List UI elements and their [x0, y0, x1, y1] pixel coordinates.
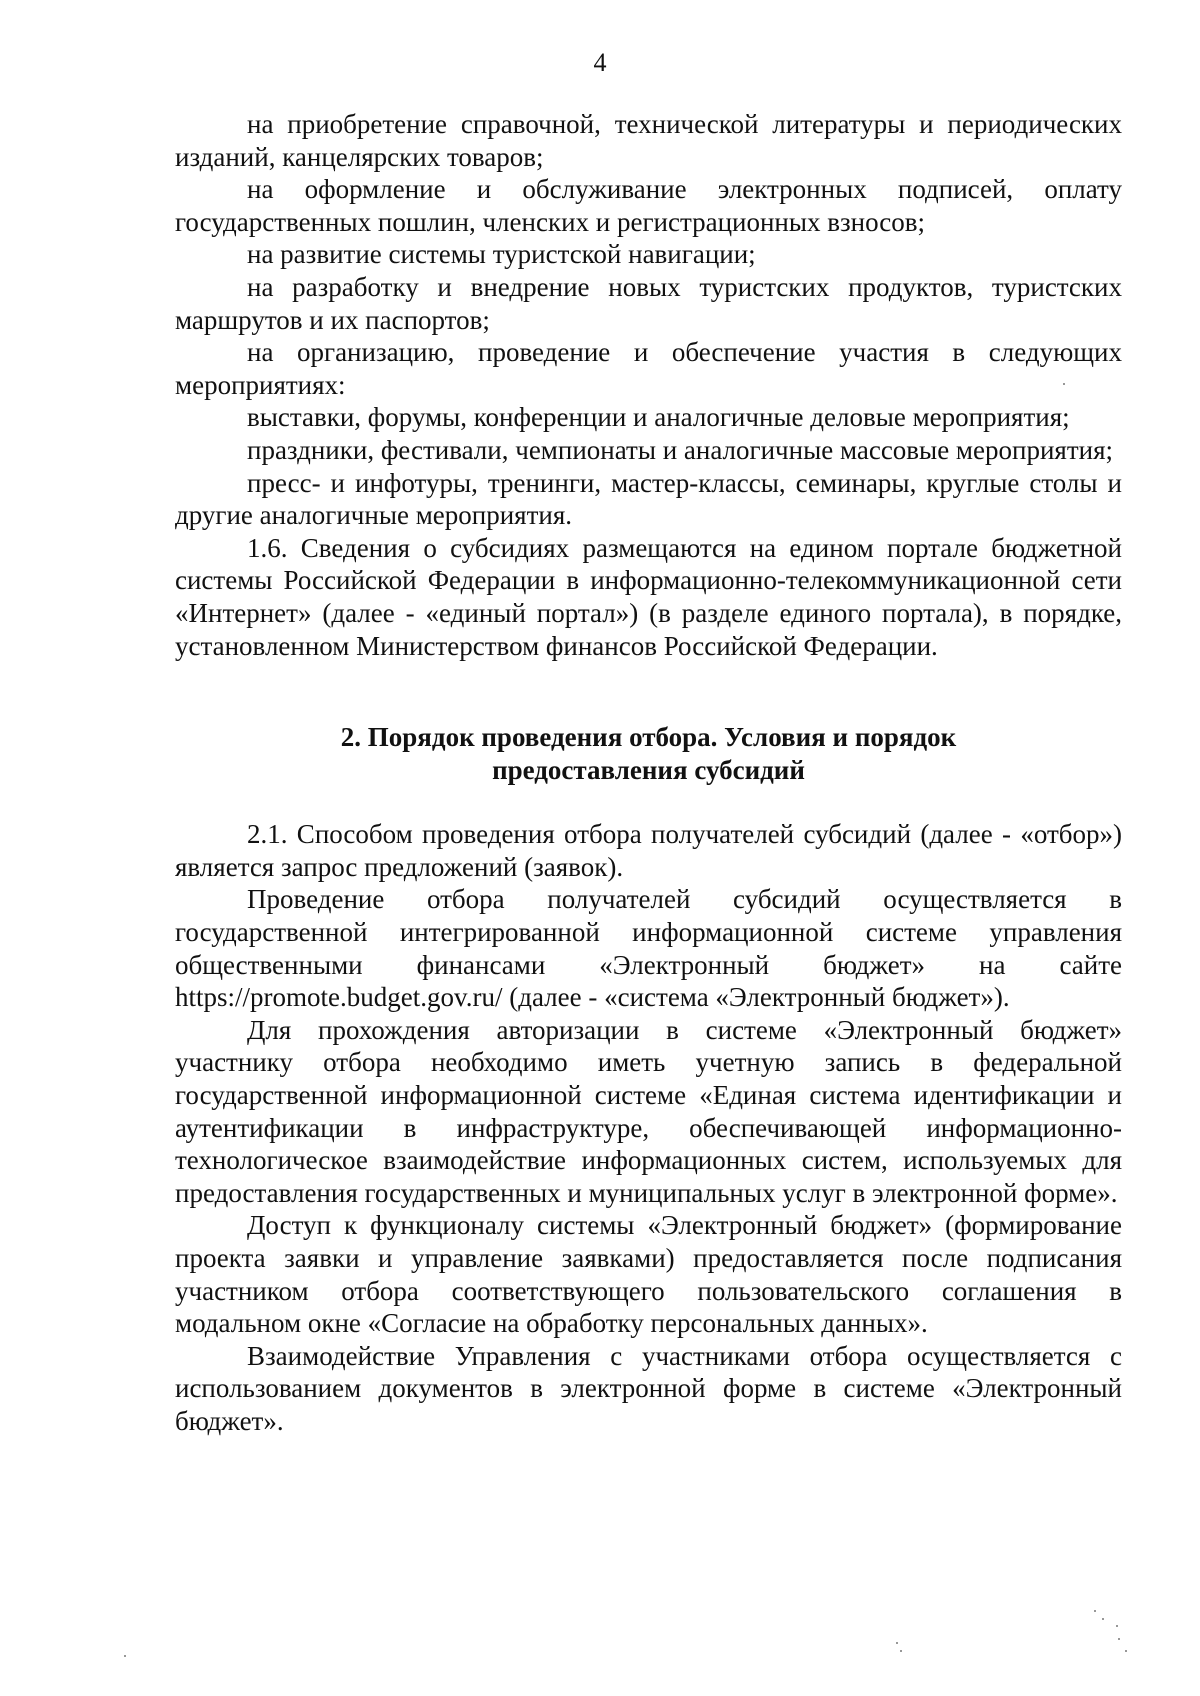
paragraph-selection-system: Проведение отбора получателей субсидий осуществляется в государственной интегрированной информационной системе управления общественными финансами «Электронный бюджет» на сайте https://promote.budget.gov.ru/ (далее - «система «Электронный бюджет»).: [175, 884, 1122, 1013]
scan-speck: [124, 1655, 126, 1657]
scan-speck: [1125, 1650, 1127, 1652]
scan-speck: [1116, 1625, 1118, 1627]
paragraph-press-tours: пресс- и инфотуры, тренинги, мастер-классы, семинары, круглые столы и другие аналогичные мероприятия.: [175, 467, 1122, 531]
scan-speck: [1118, 1638, 1120, 1640]
scan-speck: [1102, 1618, 1104, 1620]
scan-speck: [900, 1650, 902, 1652]
paragraph-access: Доступ к функционалу системы «Электронный бюджет» (формирование проекта заявки и управление заявками) предоставляется после подписания участником отбора соответствующего пользовательского соглашения в модальном окне «Согласие на обработку персональных данных».: [175, 1210, 1122, 1339]
paragraph-2-1-selection-method: 2.1. Способом проведения отбора получателей субсидий (далее - «отбор») является запрос предложений (заявок).: [175, 819, 1122, 882]
section-heading: [175, 721, 1122, 786]
page-number: 4: [593, 48, 607, 77]
paragraph-events-participation: на организацию, проведение и обеспечение участия в следующих мероприятиях:: [175, 337, 1122, 400]
section-heading-line2: предоставления субсидий: [492, 754, 805, 785]
scan-speck: [896, 1642, 898, 1644]
spacer: [175, 786, 1122, 818]
document-body: [175, 108, 1122, 1438]
paragraph-tourist-products: на разработку и внедрение новых туристских продуктов, туристских маршрутов и их паспортов;: [175, 271, 1122, 335]
scan-speck: [1063, 383, 1065, 385]
scan-speck: [1094, 1610, 1096, 1612]
paragraph-festivals: праздники, фестивали, чемпионаты и аналогичные массовые мероприятия;: [247, 434, 1113, 465]
paragraph-literature-purchase: на приобретение справочной, технической литературы и периодических изданий, канцелярских товаров;: [175, 109, 1122, 172]
paragraph-tourist-navigation: на развитие системы туристской навигации;: [247, 239, 756, 270]
section-heading-line1: 2. Порядок проведения отбора. Условия и порядок: [340, 722, 957, 753]
paragraph-interaction: Взаимодействие Управления с участниками отбора осуществляется с использованием документов в электронной форме в системе «Электронный бюджет».: [175, 1340, 1122, 1436]
paragraph-electronic-signatures: на оформление и обслуживание электронных подписей, оплату государственных пошлин, членских и регистрационных взносов;: [175, 174, 1122, 237]
paragraph-1-6-subsidy-info: 1.6. Сведения о субсидиях размещаются на едином портале бюджетной системы Российской Федерации в информационно-телекоммуникационной сети «Интернет» (далее - «единый портал») (в разделе единого портала), в порядке, установленном Министерством финансов Российской Федерации.: [175, 532, 1122, 661]
paragraph-authorization: Для прохождения авторизации в системе «Электронный бюджет» участнику отбора необходимо иметь учетную запись в федеральной государственной информационной системе «Единая система идентификации и аутентификации в инфраструктуре, обеспечивающей информационно-технологическое взаимодействие информационных систем, используемых для предоставления государственных и муниципальных услуг в электронной форме».: [175, 1014, 1122, 1208]
paragraph-exhibitions: выставки, форумы, конференции и аналогичные деловые мероприятия;: [247, 402, 1070, 433]
spacer: [175, 662, 1122, 721]
